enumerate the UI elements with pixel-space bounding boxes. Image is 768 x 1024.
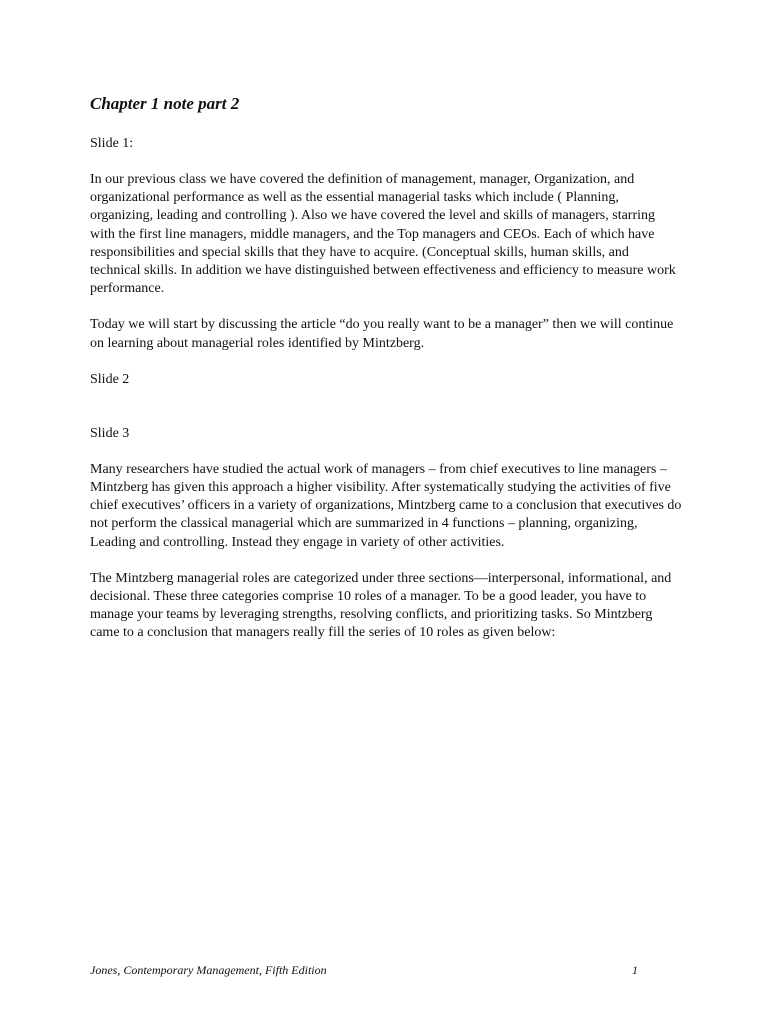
page-footer (90, 962, 638, 978)
slide-1-paragraph-2: Today we will start by discussing the article “do you really want to be a manager” then we will continue on learning about managerial roles identified by Mintzberg. (90, 317, 674, 351)
footer-source: Jones, Contemporary Management, Fifth Edition (90, 963, 327, 977)
page-number: 1 (632, 963, 638, 977)
slide-3-paragraph-2: The Mintzberg managerial roles are categorized under three sections—interpersonal, informational, and decisional. These three categories comprise 10 roles of a manager. To be a good leader, you have to manage your teams by leveraging strengths, resolving conflicts, and prioritizing tasks. So Mintzberg came to a conclusion that managers really fill the series of 10 roles as given below: (90, 570, 672, 641)
document-title: Chapter 1 note part 2 (90, 94, 240, 113)
document-body (90, 93, 682, 661)
slide-3-heading: Slide 3 (90, 425, 130, 441)
slide-1-heading: Slide 1: (90, 136, 134, 151)
slide-2-heading: Slide 2 (90, 371, 130, 387)
slide-1-paragraph-1: In our previous class we have covered the definition of management, manager, Organization, and organizational performance as well as the essential managerial tasks which include ( Planning, organizing, leading and controlling ). Also we have covered the level and skills of managers, starring with the first line managers, middle managers, and the Top managers and CEOs. Each of which have responsibilities and special skills that they have to acquire. (Conceptual skills, human skills, and technical skills. In addition we have distinguished between effectiveness and efficiency to measure work performance. (90, 172, 676, 297)
slide-3-paragraph-1: Many researchers have studied the actual work of managers – from chief executives to line managers – Mintzberg has given this approach a higher visibility. After systematically studying the activities of five chief executives’ officers in a variety of organizations, Mintzberg came to a conclusion that executives do not perform the classical managerial which are summarized in 4 functions – planning, organizing, Leading and controlling. Instead they engage in variety of other activities. (90, 461, 682, 550)
